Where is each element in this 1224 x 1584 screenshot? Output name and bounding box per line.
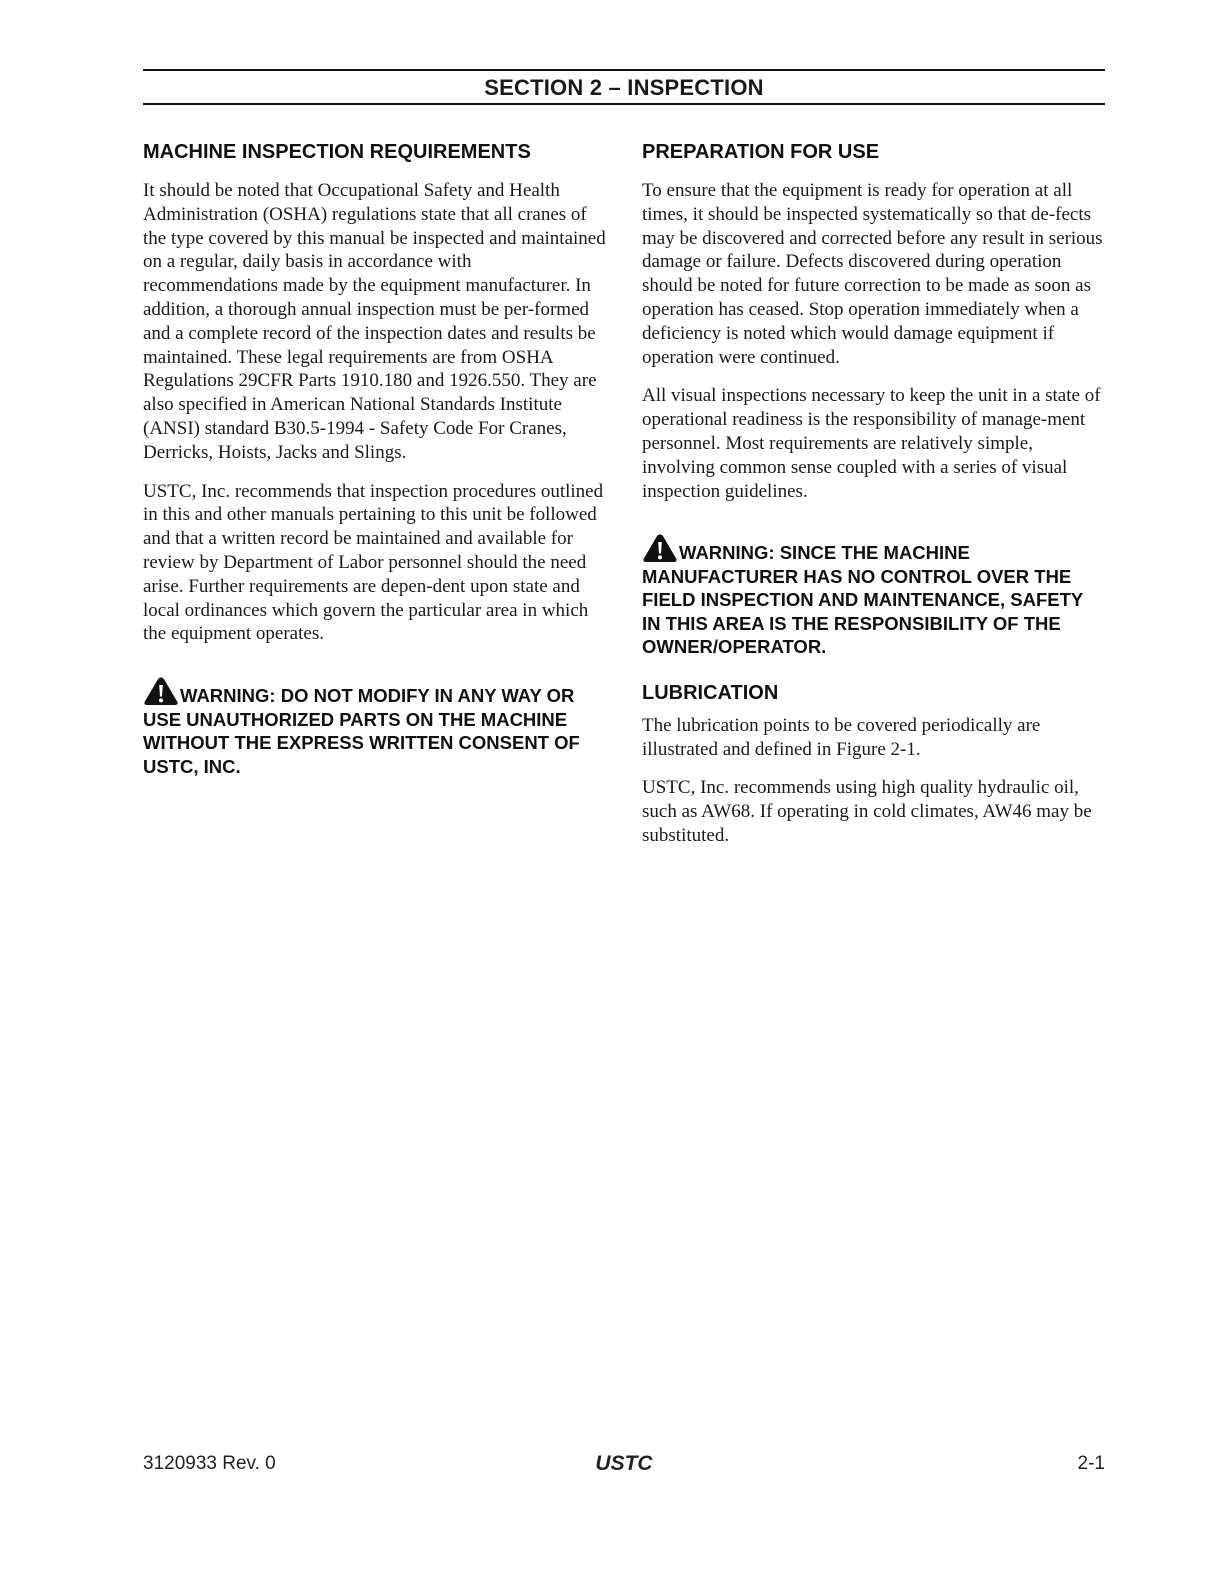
lubrication-paragraph-1: The lubrication points to be covered periodically are illustrated and defined in Figure 2-1. [642, 714, 1041, 760]
modification-warning-text: WARNING: DO NOT MODIFY IN ANY WAY OR USE UNAUTHORIZED PARTS ON THE MACHINE WITHOUT THE EXPRESS WRITTEN CONSENT OF USTC, INC. [143, 685, 580, 777]
lubrication-heading: LUBRICATION [642, 681, 779, 704]
warning-triangle-icon [143, 676, 179, 706]
section-title: SECTION 2 – INSPECTION [143, 69, 1105, 105]
modification-warning [143, 676, 606, 778]
preparation-heading: PREPARATION FOR USE [642, 141, 880, 163]
preparation-paragraph-2: All visual inspections necessary to keep the unit in a state of operational readiness is the responsibility of manage-ment personnel. Most requirements are relatively simple, involving common sense coupled with a series of visual inspection guidelines. [642, 385, 1101, 502]
machine-inspection-heading: MACHINE INSPECTION REQUIREMENTS [143, 141, 531, 163]
warning-triangle-icon [642, 533, 678, 563]
footer-brand: USTC [595, 1452, 653, 1475]
preparation-paragraph-1: To ensure that the equipment is ready for operation at all times, it should be inspected systematically so that de-fects may be discovered and corrected before any result in serious damage or failure. Defects discovered during operation should be noted for future correction to be made as soon as operation has ceased. Stop operation immediately when a deficiency is noted which would damage equipment if operation were continued. [642, 180, 1103, 368]
machine-inspection-paragraph-2: USTC, Inc. recommends that inspection procedures outlined in this and other manuals pertaining to this unit be followed and that a written record be maintained and available for review by Department of Labor personnel should the need arise. Further requirements are depen-dent upon state and local ordinances which govern the particular area in which the equipment operates. [143, 480, 604, 645]
footer-page-number: 2-1 [1077, 1453, 1105, 1474]
footer-doc-number: 3120933 Rev. 0 [143, 1453, 276, 1474]
responsibility-warning-text: WARNING: SINCE THE MACHINE MANUFACTURER HAS NO CONTROL OVER THE FIELD INSPECTION AND MAINTENANCE, SAFETY IN THIS AREA IS THE RESPONSIBILITY OF THE OWNER/OPERATOR. [642, 542, 1083, 658]
left-column [143, 140, 606, 778]
machine-inspection-paragraph-1: It should be noted that Occupational Safety and Health Administration (OSHA) regulations state that all cranes of the type covered by this manual be inspected and maintained on a regular, daily basis in accordance with recommendations made by the equipment manufacturer. In addition, a thorough annual inspection must be per-formed and a complete record of the inspection dates and results be maintained. These legal requirements are from OSHA Regulations 29CFR Parts 1910.180 and 1926.550. They are also specified in American National Standards Institute (ANSI) standard B30.5-1994 - Safety Code For Cranes, Derricks, Hoists, Jacks and Slings. [143, 180, 606, 463]
lubrication-paragraph-2: USTC, Inc. recommends using high quality hydraulic oil, such as AW68. If operating in cold climates, AW46 may be substituted. [642, 777, 1092, 847]
right-column [642, 140, 1105, 863]
responsibility-warning [642, 533, 1105, 659]
